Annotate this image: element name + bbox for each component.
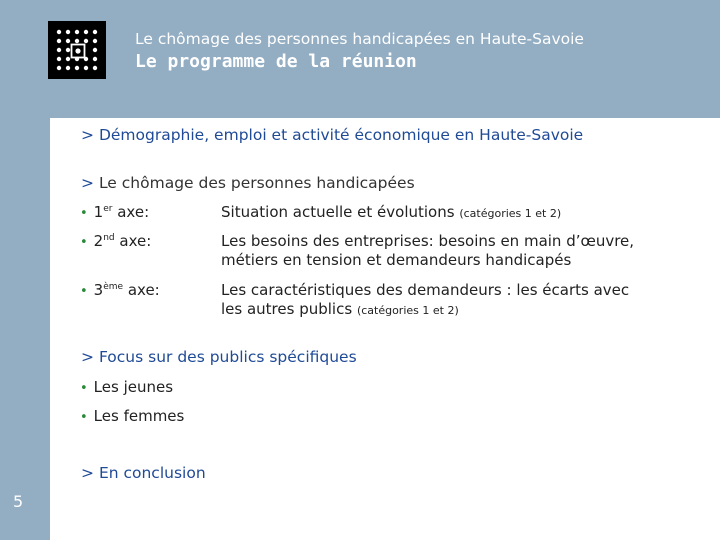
arrow-glyph: > [81, 464, 94, 482]
logo-dots-icon [48, 21, 106, 79]
section-focus-publics [81, 348, 357, 366]
axis-2-description: Les besoins des entreprises: besoins en main d’œuvre, métiers en tension et demandeurs handicapés [221, 232, 635, 269]
header-subtitle: Le chômage des personnes handicapées en Haute-Savoie [135, 30, 584, 48]
public-jeunes: • Les jeunes [80, 378, 174, 396]
arrow-glyph: > [81, 174, 94, 192]
axis-2-label: • 2nd axe: [80, 232, 152, 250]
bullet-icon: • [80, 206, 88, 221]
section-chomage [81, 174, 415, 192]
bullet-icon: • [80, 381, 88, 396]
section-label: Le chômage des personnes handicapées [98, 174, 415, 192]
bullet-icon: • [80, 410, 88, 425]
left-band [0, 0, 50, 540]
axis-1-description: Situation actuelle et évolutions (catégories 1 et 2) [221, 203, 562, 221]
public-femmes: • Les femmes [80, 407, 185, 425]
bullet-icon: • [80, 235, 88, 250]
category-note: (catégories 1 et 2) [459, 207, 562, 220]
category-note: (catégories 1 et 2) [356, 304, 459, 317]
axis-1-label: • 1er axe: [80, 203, 150, 221]
page-number: 5 [13, 492, 24, 511]
section-label: Focus sur des publics spécifiques [98, 348, 357, 366]
section-label: En conclusion [98, 464, 206, 482]
bullet-icon: • [80, 284, 88, 299]
arrow-glyph: > [81, 126, 94, 144]
axis-3-description: Les caractéristiques des demandeurs : les écarts avec les autres publics (catégories 1 et 2) [221, 281, 630, 318]
section-conclusion [81, 464, 206, 482]
section-label: Démographie, emploi et activité économique en Haute-Savoie [98, 126, 584, 144]
header-title: Le programme de la réunion [135, 51, 417, 72]
axis-3-label: • 3ème axe: [80, 281, 160, 299]
section-demographie [81, 126, 583, 144]
arrow-glyph: > [81, 348, 94, 366]
